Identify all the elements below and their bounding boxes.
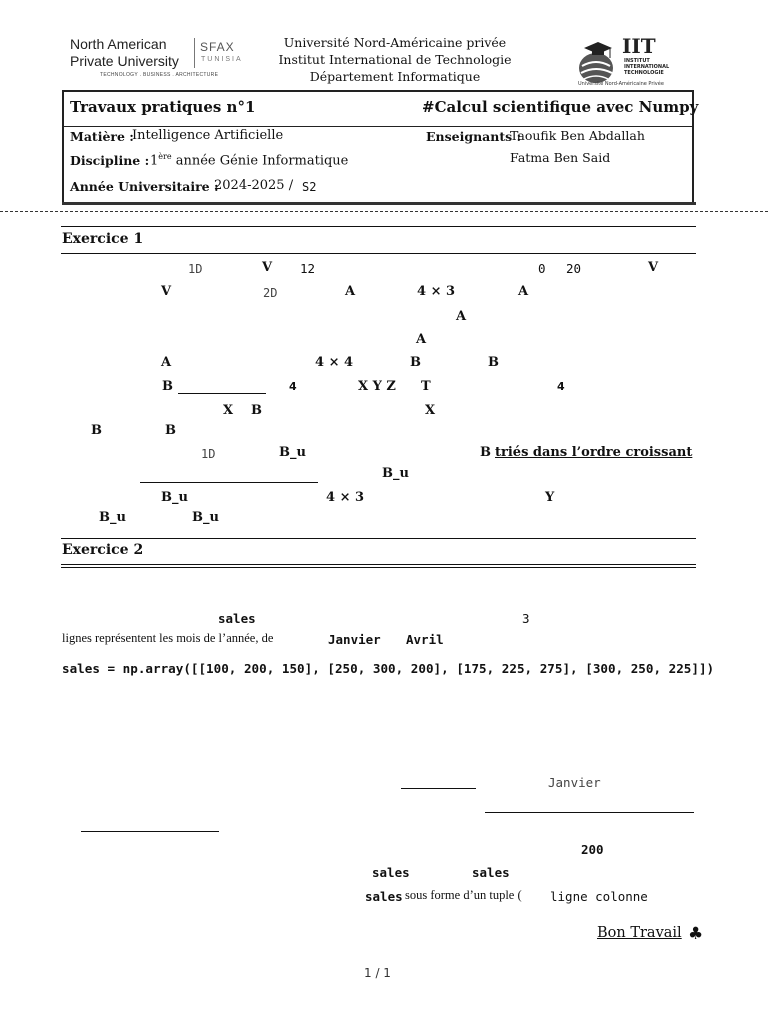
divider	[61, 567, 696, 568]
ex2-frag: sales	[372, 865, 410, 880]
tp-title: Travaux pratiques n°1	[70, 98, 256, 116]
ex1-frag: B	[251, 403, 262, 418]
ex2-frag: 3	[522, 611, 530, 626]
page-number: 1 / 1	[364, 966, 391, 980]
ex2-frag: sales	[218, 611, 256, 626]
bon-travail: Bon Travail	[597, 925, 682, 941]
ex1-frag: B	[488, 355, 499, 370]
ex1-frag: 4	[557, 380, 565, 393]
divider	[61, 226, 696, 227]
university-name: Université Nord-Américaine privée	[283, 35, 507, 50]
discipline-label: Discipline :	[70, 153, 150, 168]
ex1-frag: B	[165, 423, 176, 438]
enseignants-label: Enseignants :	[426, 129, 522, 144]
matiere-value: Intelligence Artificielle	[132, 128, 284, 143]
ex1-frag: V	[648, 260, 659, 275]
answer-blank	[178, 393, 266, 394]
north-american-logo: North American Private University SFAX TUNISIA TECHNOLOGY . BUSINESS . ARCHITECTURE	[70, 36, 243, 78]
ex1-frag: 4 × 4	[315, 355, 354, 370]
annee-label: Année Universitaire :	[70, 179, 219, 194]
course-info-box	[62, 90, 699, 204]
ex1-frag: B_u	[279, 445, 306, 460]
divider	[61, 538, 696, 539]
ex1-frag: B	[162, 379, 173, 394]
subject-title: #Calcul scientifique avec Numpy	[422, 98, 699, 116]
ex1-frag: V	[161, 284, 172, 299]
ex1-frag: B_u	[161, 490, 188, 505]
ex1-frag: A	[518, 284, 529, 299]
ex2-tuple-text: sous forme d’un tuple (	[405, 888, 522, 902]
divider	[61, 564, 696, 565]
ex1-frag: 20	[566, 261, 582, 276]
ex1-frag: A	[456, 309, 467, 324]
ex2-frag: sales	[365, 889, 403, 904]
ex1-frag: B	[480, 445, 491, 460]
ex1-frag: 0	[538, 261, 546, 276]
ex2-frag: 200	[581, 842, 604, 857]
code-block: sales = np.array([[100, 200, 150], [250, 300, 200], [175, 225, 275], [300, 250, 225]])	[62, 661, 715, 676]
ex2-avril: Avril	[406, 632, 444, 647]
department-name: Département Informatique	[309, 69, 481, 84]
exercice-2-title: Exercice 2	[62, 542, 144, 558]
ex1-sorted-text: triés dans l’ordre croissant	[495, 445, 693, 460]
answer-blank	[485, 812, 694, 813]
ex1-frag: 1D	[201, 447, 216, 461]
ex1-frag: T	[421, 379, 431, 394]
ex1-frag: Y	[545, 490, 555, 505]
ex1-frag: 1D	[188, 262, 203, 276]
ex1-frag: 4	[289, 380, 297, 393]
ex1-frag: 2D	[263, 286, 278, 300]
ex1-frag: B	[410, 355, 421, 370]
teacher-2: Fatma Ben Said	[510, 150, 611, 165]
ex1-frag: X Y Z	[358, 379, 396, 394]
ex2-frag: ligne colonne	[550, 889, 648, 904]
ex1-frag: 12	[300, 261, 316, 276]
ex2-lines-text: lignes représentent les mois de l’année, de	[62, 631, 274, 645]
annee-value: 2024-2025 /	[214, 178, 294, 193]
ex1-frag: A	[345, 284, 356, 299]
teacher-1: Taoufik Ben Abdallah	[510, 128, 645, 143]
club-icon: ♣	[688, 924, 704, 944]
institute-name: Institut International de Technologie	[278, 52, 512, 67]
ex1-frag: B_u	[192, 510, 219, 525]
ex1-frag: X	[223, 403, 234, 418]
ex1-frag: A	[416, 332, 427, 347]
ex1-frag: V	[262, 260, 273, 275]
exercice-1-title: Exercice 1	[62, 231, 144, 247]
ex1-frag: B_u	[99, 510, 126, 525]
ex1-frag: B	[91, 423, 102, 438]
ex1-frag: 4 × 3	[417, 284, 456, 299]
iit-logo: IIT INSTITUT INTERNATIONAL TECHNOLOGIE Université Nord-Américaine Privée	[576, 36, 680, 92]
divider	[61, 253, 696, 254]
discipline-value: 1ère année Génie Informatique	[150, 152, 349, 169]
ex2-frag: Janvier	[548, 775, 601, 790]
answer-blank	[140, 482, 318, 483]
ex1-frag: 4 × 3	[326, 490, 365, 505]
cut-line	[0, 211, 768, 212]
ex2-frag: sales	[472, 865, 510, 880]
semester: S2	[302, 180, 317, 194]
ex1-frag: B_u	[382, 466, 409, 481]
ex1-frag: A	[161, 355, 172, 370]
answer-blank	[81, 831, 219, 832]
matiere-label: Matière :	[70, 129, 134, 144]
answer-blank	[401, 788, 476, 789]
ex1-frag: X	[425, 403, 436, 418]
ex2-janvier: Janvier	[328, 632, 381, 647]
